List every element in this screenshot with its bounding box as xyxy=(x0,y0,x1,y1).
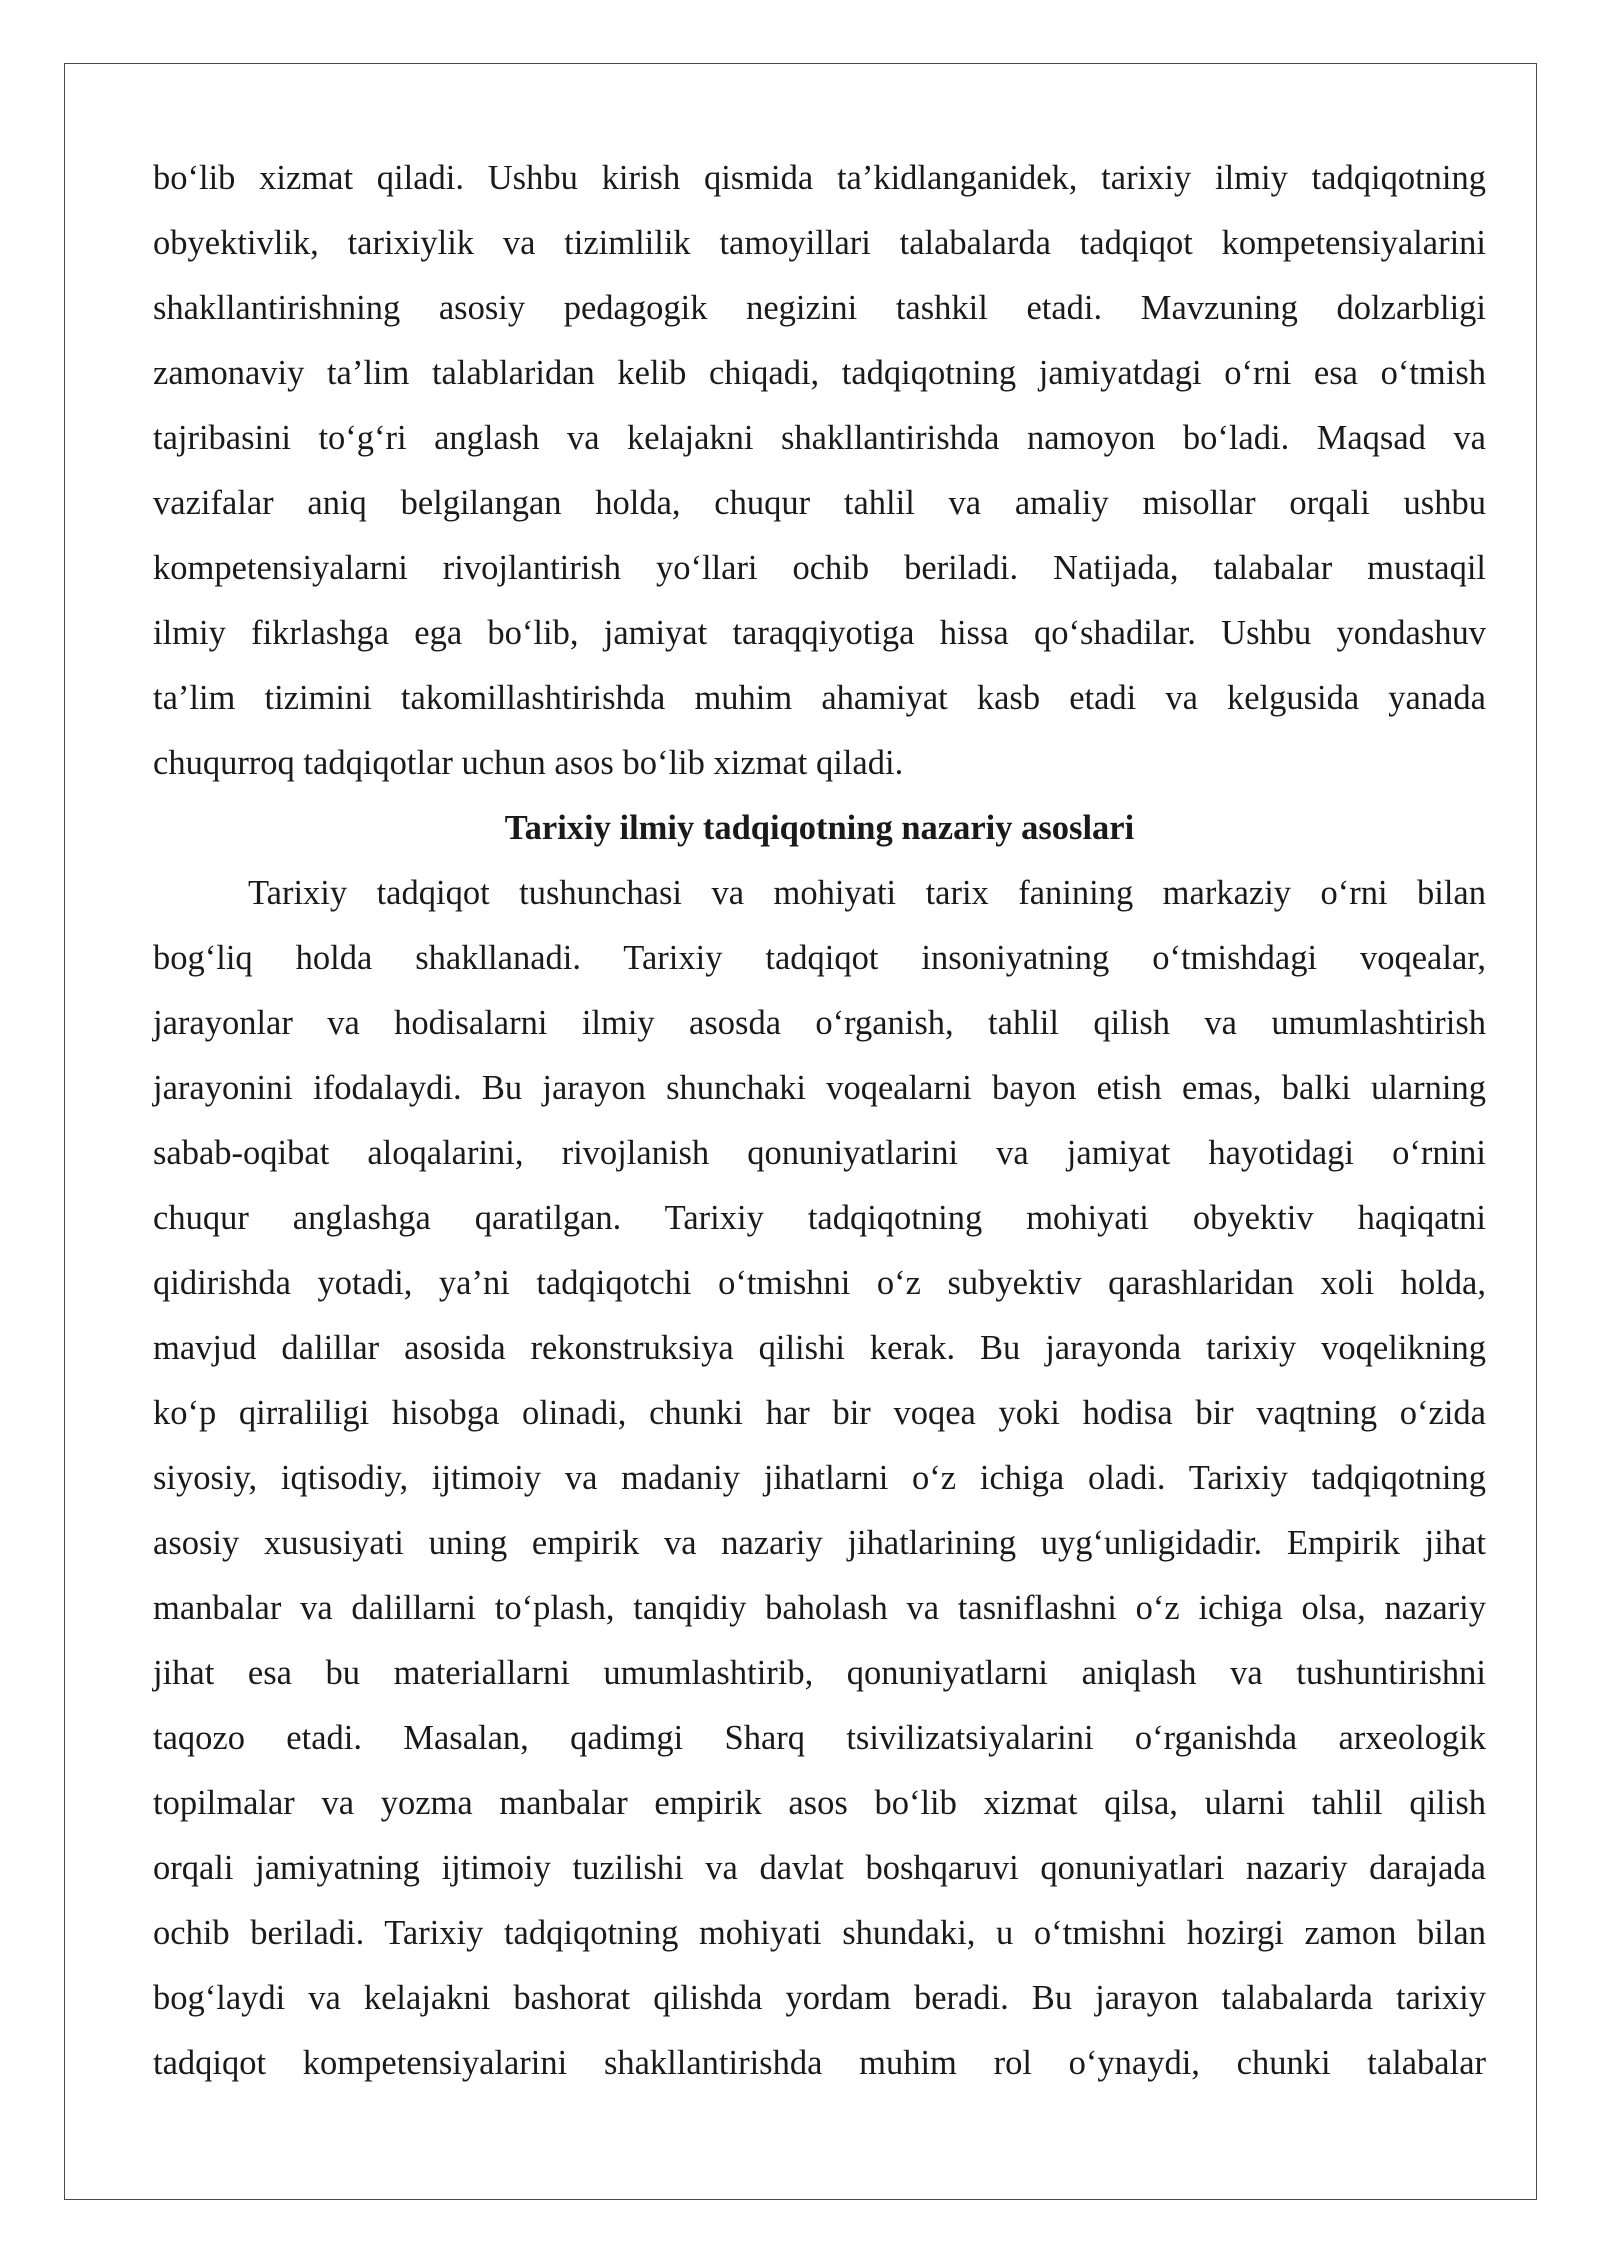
text-line: bog‘liq holda shakllanadi. Tarixiy tadqiqot insoniyatning o‘tmishdagi voqealar, xyxy=(153,939,1486,977)
text-line: asosiy xususiyati uning empirik va nazariy jihatlarining uyg‘unligidadir. Empirik jihat xyxy=(153,1524,1486,1562)
text-line: jarayonini ifodalaydi. Bu jarayon shunchaki voqealarni bayon etish emas, balki ularning xyxy=(153,1069,1486,1107)
document-body xyxy=(153,146,1486,2096)
text-line: tajribasini to‘g‘ri anglash va kelajakni shakllantirishda namoyon bo‘ladi. Maqsad va xyxy=(153,419,1486,457)
text-line: tadqiqot kompetensiyalarini shakllantirishda muhim rol o‘ynaydi, chunki talabalar xyxy=(153,2044,1486,2082)
text-line: mavjud dalillar asosida rekonstruksiya qilishi kerak. Bu jarayonda tarixiy voqelikning xyxy=(153,1329,1486,1367)
text-line: sabab-oqibat aloqalarini, rivojlanish qonuniyatlarini va jamiyat hayotidagi o‘rnini xyxy=(153,1134,1486,1172)
text-line: Tarixiy tadqiqot tushunchasi va mohiyati tarix fanining markaziy o‘rni bilan xyxy=(248,874,1486,912)
text-line: ta’lim tizimini takomillashtirishda muhim ahamiyat kasb etadi va kelgusida yanada xyxy=(153,679,1486,717)
text-line: kompetensiyalarni rivojlantirish yo‘llari ochib beriladi. Natijada, talabalar mustaqil xyxy=(153,549,1486,587)
text-line: taqozo etadi. Masalan, qadimgi Sharq tsivilizatsiyalarini o‘rganishda arxeologik xyxy=(153,1719,1486,1757)
text-line: jihat esa bu materiallarni umumlashtirib, qonuniyatlarni aniqlash va tushuntirishni xyxy=(153,1654,1486,1692)
text-line: chuqurroq tadqiqotlar uchun asos bo‘lib xizmat qiladi. xyxy=(153,744,904,782)
text-line: bo‘lib xizmat qiladi. Ushbu kirish qismida ta’kidlanganidek, tarixiy ilmiy tadqiqotning xyxy=(153,159,1486,197)
text-line: ko‘p qirraliligi hisobga olinadi, chunki har bir voqea yoki hodisa bir vaqtning o‘zida xyxy=(153,1394,1486,1432)
text-line: orqali jamiyatning ijtimoiy tuzilishi va davlat boshqaruvi qonuniyatlari nazariy darajada xyxy=(153,1849,1486,1887)
text-line: vazifalar aniq belgilangan holda, chuqur tahlil va amaliy misollar orqali ushbu xyxy=(153,484,1486,522)
text-line: ochib beriladi. Tarixiy tadqiqotning mohiyati shundaki, u o‘tmishni hozirgi zamon bilan xyxy=(153,1914,1486,1952)
text-line: topilmalar va yozma manbalar empirik asos bo‘lib xizmat qilsa, ularni tahlil qilish xyxy=(153,1784,1486,1822)
text-line: shakllantirishning asosiy pedagogik negizini tashkil etadi. Mavzuning dolzarbligi xyxy=(153,289,1486,327)
text-line: zamonaviy ta’lim talablaridan kelib chiqadi, tadqiqotning jamiyatdagi o‘rni esa o‘tmish xyxy=(153,354,1486,392)
text-line: ilmiy fikrlashga ega bo‘lib, jamiyat taraqqiyotiga hissa qo‘shadilar. Ushbu yondashuv xyxy=(153,614,1486,652)
paragraph-intro-continuation xyxy=(153,146,1486,796)
section-heading: Tarixiy ilmiy tadqiqotning nazariy asoslari xyxy=(504,809,1135,847)
paragraph-theory xyxy=(153,861,1486,2096)
text-line: qidirishda yotadi, ya’ni tadqiqotchi o‘tmishni o‘z subyektiv qarashlaridan xoli holda, xyxy=(153,1264,1486,1302)
text-line: siyosiy, iqtisodiy, ijtimoiy va madaniy jihatlarni o‘z ichiga oladi. Tarixiy tadqiqotning xyxy=(153,1459,1486,1497)
text-line: jarayonlar va hodisalarni ilmiy asosda o‘rganish, tahlil qilish va umumlashtirish xyxy=(153,1004,1486,1042)
text-line: obyektivlik, tarixiylik va tizimlilik tamoyillari talabalarda tadqiqot kompetensiyalarini xyxy=(153,224,1486,262)
text-line: chuqur anglashga qaratilgan. Tarixiy tadqiqotning mohiyati obyektiv haqiqatni xyxy=(153,1199,1486,1237)
text-line: bog‘laydi va kelajakni bashorat qilishda yordam beradi. Bu jarayon talabalarda tarixiy xyxy=(153,1979,1486,2017)
text-line: manbalar va dalillarni to‘plash, tanqidiy baholash va tasniflashni o‘z ichiga olsa, nazariy xyxy=(153,1589,1486,1627)
